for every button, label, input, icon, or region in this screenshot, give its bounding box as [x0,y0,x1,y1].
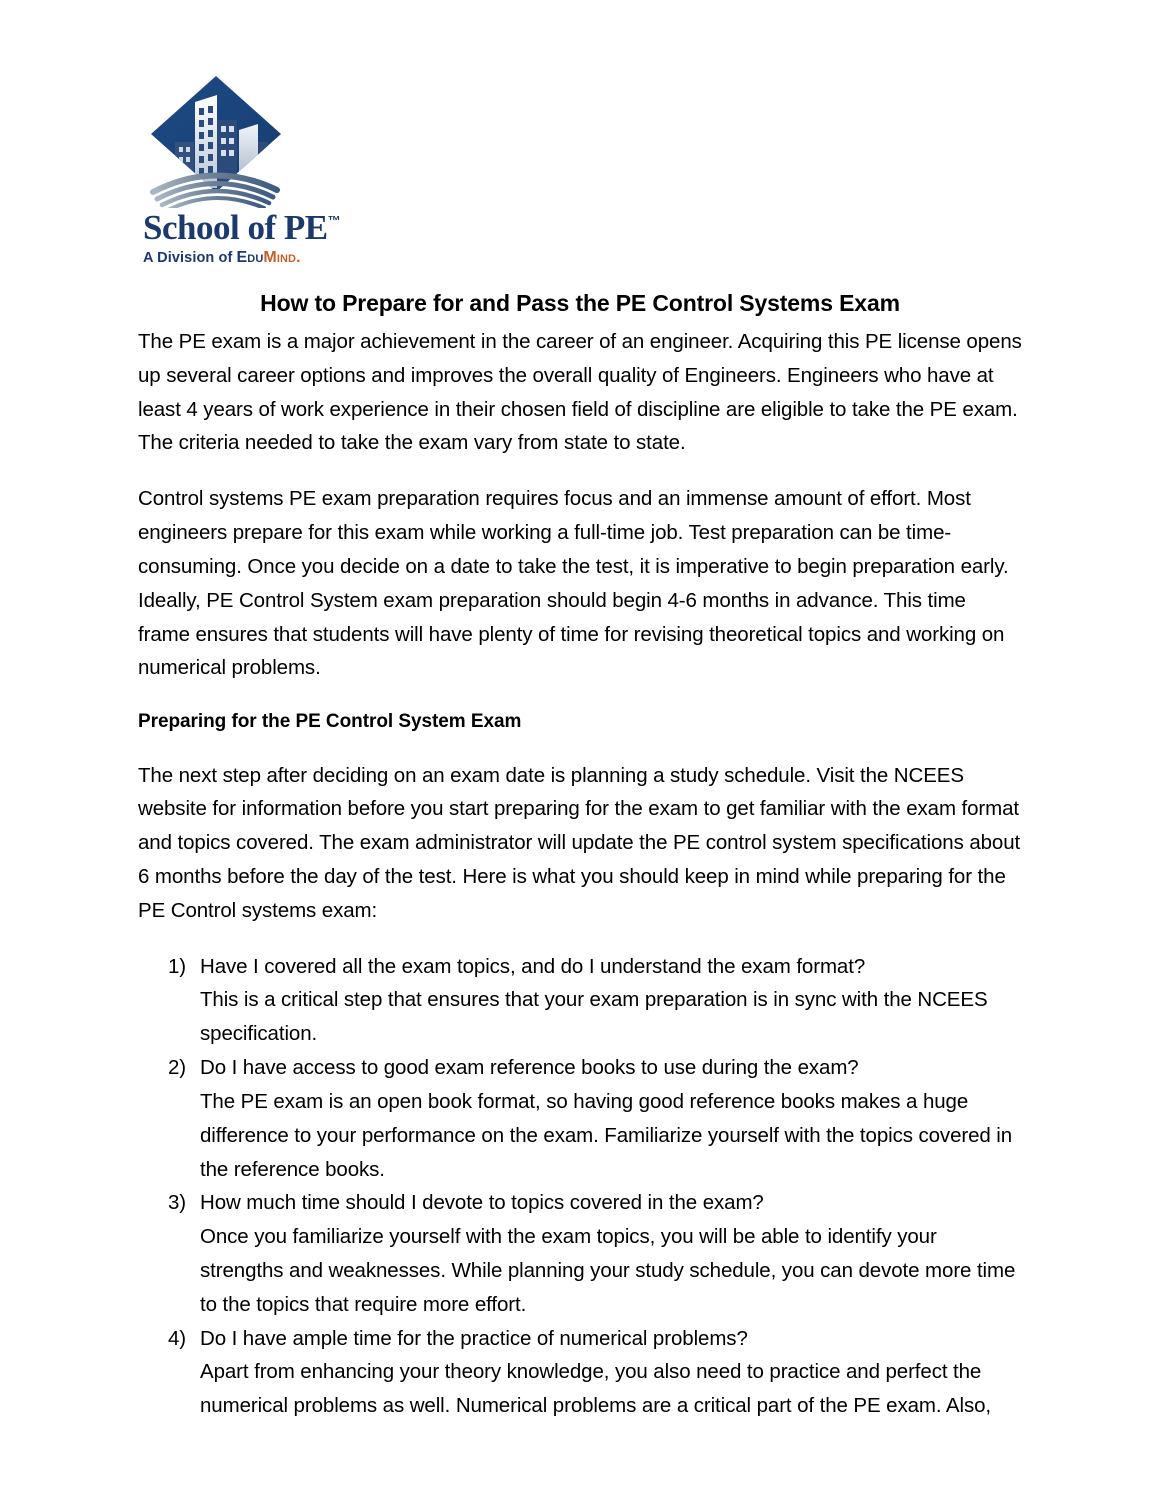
logo-tagline [143,249,373,267]
list-item [138,1186,1022,1321]
logo-tagline-mind: Mind. [263,249,301,266]
logo-wordmark [143,210,373,245]
paragraph-3: The next step after deciding on an exam date is planning a study schedule. Visit the NCEES website for information before you start preparing for the exam to get familiar with the exam format and topics covered. The exam administrator will update the PE control system specifications about 6 months before the day of the test. Here is what you should keep in mind while preparing for the PE Control systems exam: [138,763,1021,922]
list-item-answer: Apart from enhancing your theory knowledge, you also need to practice and perfect the numerical problems as well. Numerical problems are a critical part of the PE exam. Also, [200,1360,992,1418]
list-item-marker: 1) [168,954,187,978]
page-title: How to Prepare for and Pass the PE Control Systems Exam [260,290,900,317]
list-item-answer: This is a critical step that ensures that your exam preparation is in sync with the NCEES specification. [200,988,988,1046]
logo-tagline-prefix: A Division of [143,250,237,266]
logo-wordmark-text: School of PE [143,208,328,247]
logo-tagline-edu: Edu [236,249,264,266]
paragraph-2: Control systems PE exam preparation requires focus and an immense amount of effort. Most engineers prepare for this exam while working a full-time job. Test preparation can be time-consuming. Once you decide on a date to take the test, it is imperative to begin preparation early. Ideally, PE Control System exam preparation should begin 4-6 months in advance. This time frame ensures that students will have plenty of time for revising theoretical topics and working on numerical problems. [138,487,1009,680]
list-item-question: Have I covered all the exam topics, and do I understand the exam format? [200,954,866,978]
list-item [138,950,1022,1051]
building-diamond-icon [143,68,343,208]
list-item-answer: Once you familiarize yourself with the exam topics, you will be able to identify your strengths and weaknesses. While planning your study schedule, you can devote more time to the topics that require more effort. [200,1225,1016,1316]
list-item-marker: 3) [168,1191,187,1215]
school-of-pe-logo [143,68,373,267]
list-item-answer: The PE exam is an open book format, so having good reference books makes a huge difference to your performance on the exam. Familiarize yourself with the topics covered in the reference books. [200,1089,1013,1181]
numbered-question-list [138,950,1022,1423]
trademark-symbol: ™ [327,213,341,228]
section-heading: Preparing for the PE Control System Exam [138,711,522,733]
list-item-question: Do I have ample time for the practice of numerical problems? [200,1326,748,1350]
list-item-question: Do I have access to good exam reference books to use during the exam? [200,1056,859,1080]
list-item-question: How much time should I devote to topics covered in the exam? [200,1191,764,1215]
paragraph-1: The PE exam is a major achievement in the career of an engineer. Acquiring this PE license opens up several career options and improves the overall quality of Engineers. Engineers who have at least 4 years of work experience in their chosen field of discipline are eligible to take the PE exam. The criteria needed to take the exam vary from state to state. [138,330,1022,455]
document-body [138,325,1022,1423]
list-item [138,1322,1022,1423]
list-item-marker: 4) [168,1326,187,1350]
list-item-marker: 2) [168,1056,187,1080]
list-item [138,1051,1022,1186]
